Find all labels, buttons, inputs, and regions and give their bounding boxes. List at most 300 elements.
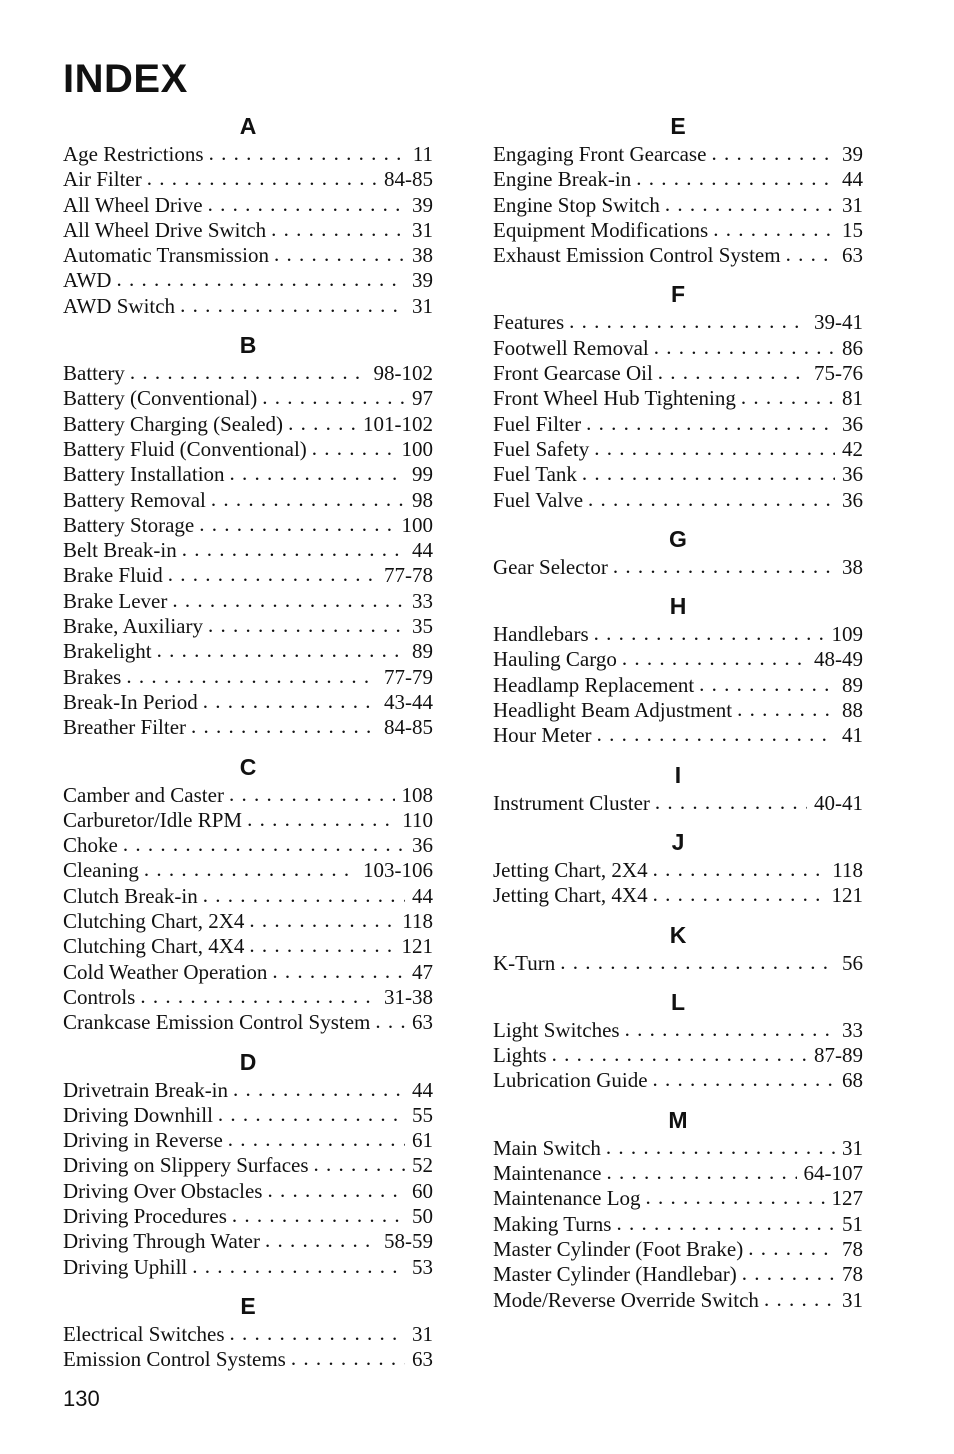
index-entry: [493, 1237, 863, 1262]
section-letter: M: [668, 1106, 688, 1133]
entry-term: Battery Charging (Sealed): [63, 411, 284, 436]
entry-term: Automatic Transmission: [63, 243, 269, 268]
entry-page: 31: [412, 293, 433, 318]
index-section: [493, 759, 863, 816]
index-entry: [63, 1255, 433, 1280]
dot-leader: [658, 360, 807, 385]
entry-page: 38: [412, 243, 433, 268]
entry-term: Hour Meter: [493, 723, 592, 748]
entry-term: All Wheel Drive: [63, 192, 203, 217]
dot-leader: [209, 141, 406, 166]
dot-leader: [274, 242, 405, 267]
section-letter: J: [671, 828, 685, 855]
entry-page: 87-89: [814, 1043, 863, 1068]
index-entry: [63, 488, 433, 513]
page-number: 130: [63, 1386, 100, 1411]
entry-page: 36: [842, 411, 863, 436]
index-entry: [63, 690, 433, 715]
index-entry: [63, 1010, 433, 1035]
entry-page: 64-107: [803, 1161, 863, 1186]
index-entry: [493, 791, 863, 816]
index-entry: [493, 1262, 863, 1287]
entry-page: 39: [842, 142, 863, 166]
dot-leader: [180, 293, 405, 318]
dot-leader: [625, 1017, 835, 1042]
entry-term: Light Switches: [493, 1017, 620, 1042]
dot-leader: [271, 217, 405, 242]
index-entry: [63, 142, 433, 167]
entry-page: 31: [842, 1135, 863, 1160]
entry-page: 98: [412, 487, 433, 512]
dot-leader: [646, 1185, 825, 1210]
index-entry: [63, 538, 433, 563]
entry-page: 118: [402, 909, 433, 934]
index-entry: [493, 386, 863, 411]
dot-leader: [267, 1178, 405, 1203]
index-entry: [63, 513, 433, 538]
entry-page: 11: [412, 142, 433, 166]
dot-leader: [232, 1203, 405, 1228]
entry-term: Driving on Slippery Surfaces: [63, 1153, 309, 1178]
index-entry: [63, 1103, 433, 1128]
index-entry: [63, 1128, 433, 1153]
entry-term: Engaging Front Gearcase: [493, 142, 707, 166]
entry-page: 103-106: [363, 858, 433, 883]
entry-term: Fuel Valve: [493, 487, 584, 512]
entry-page: 75-76: [814, 361, 863, 386]
index-section: [63, 751, 433, 1036]
entry-term: Clutching Chart, 2X4: [63, 909, 245, 934]
section-letter: L: [670, 988, 686, 1015]
entry-term: Jetting Chart, 2X4: [493, 857, 648, 882]
index-entry: [493, 243, 863, 268]
dot-leader: [157, 638, 405, 663]
index-entry: [493, 698, 863, 723]
dot-leader: [191, 714, 377, 739]
dot-leader: [699, 672, 835, 697]
entry-term: Age Restrictions: [63, 142, 204, 166]
dot-leader: [654, 335, 835, 360]
index-entry: [63, 386, 433, 411]
entry-page: 77-78: [384, 563, 433, 588]
index-section: [493, 826, 863, 909]
entry-page: 31: [842, 192, 863, 217]
entry-page: 44: [842, 167, 863, 192]
section-letter: B: [239, 332, 257, 359]
dot-leader: [742, 1261, 835, 1286]
index-entry: [493, 167, 863, 192]
dot-leader: [262, 385, 405, 410]
entry-page: 86: [842, 335, 863, 360]
index-column-right: [493, 110, 863, 1313]
entry-page: 118: [832, 857, 863, 882]
dot-leader: [116, 267, 405, 292]
index-entry: [63, 1179, 433, 1204]
entry-term: Belt Break-in: [63, 538, 177, 563]
index-entry: [493, 142, 863, 167]
index-entry: [63, 614, 433, 639]
index-entry: [63, 412, 433, 437]
entry-page: 36: [842, 462, 863, 487]
index-entry: [493, 622, 863, 647]
dot-leader: [147, 166, 377, 191]
index-entry: [63, 1078, 433, 1103]
dot-leader: [272, 959, 405, 984]
entry-term: AWD: [63, 268, 112, 293]
entry-page: 89: [412, 639, 433, 664]
entry-term: Headlamp Replacement: [493, 672, 695, 697]
section-letter: E: [240, 1292, 256, 1319]
entry-page: 127: [831, 1186, 863, 1211]
entry-term: Battery Installation: [63, 462, 225, 487]
entry-page: 109: [831, 622, 863, 647]
entry-term: Maintenance: [493, 1161, 602, 1186]
dot-leader: [265, 1228, 377, 1253]
dot-leader: [569, 309, 807, 334]
entry-term: Lights: [493, 1043, 547, 1068]
entry-term: Electrical Switches: [63, 1321, 225, 1346]
entry-page: 33: [412, 588, 433, 613]
entry-term: Lubrication Guide: [493, 1068, 648, 1093]
dot-leader: [713, 217, 835, 242]
entry-page: 44: [412, 1077, 433, 1102]
entry-page: 33: [842, 1017, 863, 1042]
index-entry: [63, 1347, 433, 1372]
entry-page: 31: [412, 1321, 433, 1346]
index-section: [63, 1046, 433, 1280]
entry-page: 97: [412, 386, 433, 411]
entry-page: 108: [401, 782, 433, 807]
entry-page: 51: [842, 1211, 863, 1236]
entry-page: 35: [412, 614, 433, 639]
index-entry: [63, 563, 433, 588]
entry-page: 81: [842, 386, 863, 411]
section-letter: F: [670, 281, 686, 308]
dot-leader: [208, 192, 405, 217]
entry-page: 101-102: [363, 411, 433, 436]
entry-page: 58-59: [384, 1229, 433, 1254]
dot-leader: [140, 984, 377, 1009]
entry-term: Front Wheel Hub Tightening: [493, 386, 736, 411]
entry-term: Brake Lever: [63, 588, 168, 613]
entry-page: 31-38: [384, 984, 433, 1009]
index-section: [493, 523, 863, 580]
index-entry: [63, 589, 433, 614]
entry-term: Camber and Caster: [63, 782, 224, 807]
index-section: [63, 329, 433, 740]
dot-leader: [230, 1321, 405, 1346]
entry-page: 31: [412, 217, 433, 242]
entry-term: Controls: [63, 984, 136, 1009]
entry-term: Driving Over Obstacles: [63, 1178, 263, 1203]
entry-page: 56: [842, 950, 863, 975]
dot-leader: [711, 141, 835, 166]
dot-leader: [636, 166, 835, 191]
index-entry: [493, 310, 863, 335]
index-entry: [493, 1043, 863, 1068]
entry-page: 39: [412, 192, 433, 217]
index-entry: [493, 1136, 863, 1161]
entry-page: 44: [412, 538, 433, 563]
dot-leader: [588, 487, 835, 512]
entry-page: 38: [842, 554, 863, 579]
dot-leader: [786, 242, 835, 267]
dot-leader: [606, 1135, 835, 1160]
entry-page: 84-85: [384, 167, 433, 192]
entry-term: Battery: [63, 361, 125, 386]
entry-term: Choke: [63, 833, 118, 858]
entry-page: 121: [401, 934, 433, 959]
dot-leader: [665, 192, 835, 217]
dot-leader: [741, 385, 835, 410]
index-entry: [63, 167, 433, 192]
entry-term: Crankcase Emission Control System: [63, 1010, 371, 1035]
index-entry: [63, 884, 433, 909]
entry-term: Battery (Conventional): [63, 386, 258, 411]
dot-leader: [208, 613, 405, 638]
entry-page: 98-102: [373, 361, 433, 386]
dot-leader: [203, 883, 405, 908]
entry-term: Instrument Cluster: [493, 790, 650, 815]
index-section: [63, 1290, 433, 1373]
entry-page: 41: [842, 723, 863, 748]
entry-page: 47: [412, 959, 433, 984]
entry-page: 77-79: [384, 664, 433, 689]
entry-term: Drivetrain Break-in: [63, 1077, 229, 1102]
index-entry: [493, 193, 863, 218]
index-entry: [63, 783, 433, 808]
index-entry: [63, 437, 433, 462]
dot-leader: [218, 1102, 405, 1127]
entry-page: 61: [412, 1128, 433, 1153]
dot-leader: [230, 461, 405, 486]
index-entry: [493, 1161, 863, 1186]
dot-leader: [606, 1160, 796, 1185]
entry-term: Making Turns: [493, 1211, 612, 1236]
index-entry: [493, 336, 863, 361]
entry-term: Driving Uphill: [63, 1254, 188, 1279]
index-section: [493, 590, 863, 748]
dot-leader: [247, 807, 395, 832]
entry-page: 36: [412, 833, 433, 858]
index-entry: [63, 960, 433, 985]
entry-term: Brakes: [63, 664, 122, 689]
section-letter: E: [670, 113, 686, 139]
index-entry: [493, 488, 863, 513]
index-entry: [63, 268, 433, 293]
index-section: [493, 986, 863, 1094]
entry-term: Fuel Safety: [493, 436, 590, 461]
entry-term: Carburetor/Idle RPM: [63, 807, 243, 832]
entry-page: 48-49: [814, 647, 863, 672]
entry-term: Driving Through Water: [63, 1229, 260, 1254]
entry-page: 100: [401, 436, 433, 461]
index-entry: [493, 462, 863, 487]
entry-term: Master Cylinder (Foot Brake): [493, 1236, 744, 1261]
entry-term: Equipment Modifications: [493, 217, 709, 242]
dot-leader: [249, 933, 394, 958]
index-section: [493, 919, 863, 976]
dot-leader: [123, 832, 405, 857]
page-title: INDEX: [63, 57, 188, 101]
dot-leader: [144, 857, 356, 882]
dot-leader: [192, 1254, 405, 1279]
index-entry: [63, 808, 433, 833]
index-entry: [63, 715, 433, 740]
index-entry: [63, 361, 433, 386]
entry-page: 44: [412, 883, 433, 908]
index-section: [493, 110, 863, 268]
entry-page: 36: [842, 487, 863, 512]
dot-leader: [655, 790, 807, 815]
index-entry: [493, 1186, 863, 1211]
index-entry: [63, 909, 433, 934]
dot-leader: [375, 1009, 405, 1034]
entry-page: 99: [412, 462, 433, 487]
entry-page: 88: [842, 698, 863, 723]
index-entry: [63, 1153, 433, 1178]
entry-term: All Wheel Drive Switch: [63, 217, 267, 242]
entry-term: Battery Storage: [63, 512, 195, 537]
dot-leader: [582, 461, 835, 486]
dot-leader: [172, 588, 405, 613]
entry-term: Clutch Break-in: [63, 883, 198, 908]
entry-page: 89: [842, 672, 863, 697]
entry-term: Brake Fluid: [63, 563, 163, 588]
entry-page: 63: [412, 1010, 433, 1035]
index-entry: [493, 1288, 863, 1313]
dot-leader: [228, 1127, 405, 1152]
entry-term: Jetting Chart, 4X4: [493, 883, 648, 908]
index-entry: [493, 1212, 863, 1237]
dot-leader: [211, 487, 405, 512]
dot-leader: [182, 537, 405, 562]
index-entry: [63, 833, 433, 858]
index-section: [493, 1104, 863, 1313]
entry-term: Driving Downhill: [63, 1102, 213, 1127]
entry-page: 31: [842, 1287, 863, 1312]
entry-page: 50: [412, 1203, 433, 1228]
dot-leader: [594, 621, 825, 646]
index-entry: [493, 218, 863, 243]
dot-leader: [233, 1077, 405, 1102]
entry-term: Footwell Removal: [493, 335, 649, 360]
index-entry: [493, 647, 863, 672]
entry-term: Brake, Auxiliary: [63, 614, 203, 639]
dot-leader: [616, 1211, 835, 1236]
entry-term: Engine Stop Switch: [493, 192, 660, 217]
entry-term: Emission Control Systems: [63, 1347, 286, 1372]
section-letter: H: [669, 593, 687, 620]
section-letter: C: [239, 753, 257, 780]
entry-term: Clutching Chart, 4X4: [63, 934, 245, 959]
index-entry: [493, 361, 863, 386]
index-entry: [63, 1322, 433, 1347]
index-entry: [493, 412, 863, 437]
dot-leader: [653, 857, 826, 882]
dot-leader: [203, 689, 377, 714]
dot-leader: [130, 360, 367, 385]
dot-leader: [314, 1152, 405, 1177]
index-entry: [63, 934, 433, 959]
index-entry: [493, 673, 863, 698]
entry-page: 55: [412, 1102, 433, 1127]
entry-term: Mode/Reverse Override Switch: [493, 1287, 759, 1312]
dot-leader: [586, 411, 835, 436]
entry-page: 68: [842, 1068, 863, 1093]
index-entry: [63, 1204, 433, 1229]
entry-term: Hauling Cargo: [493, 647, 617, 672]
entry-page: 40-41: [814, 790, 863, 815]
dot-leader: [312, 436, 395, 461]
entry-term: Front Gearcase Oil: [493, 361, 653, 386]
entry-page: 63: [842, 243, 863, 268]
entry-page: 63: [412, 1347, 433, 1372]
index-entry: [493, 555, 863, 580]
entry-term: Brakelight: [63, 639, 152, 664]
index-entry: [63, 1229, 433, 1254]
dot-leader: [748, 1236, 835, 1261]
entry-page: 39: [412, 268, 433, 293]
entry-term: Engine Break-in: [493, 167, 632, 192]
section-letter: K: [669, 921, 687, 948]
entry-term: Fuel Tank: [493, 462, 577, 487]
entry-term: Maintenance Log: [493, 1186, 641, 1211]
entry-term: Driving in Reverse: [63, 1128, 223, 1153]
entry-term: Gear Selector: [493, 554, 608, 579]
entry-page: 15: [842, 217, 863, 242]
index-entry: [63, 193, 433, 218]
dot-leader: [737, 697, 835, 722]
entry-term: K-Turn: [493, 950, 556, 975]
entry-page: 43-44: [384, 689, 433, 714]
index-entry: [63, 665, 433, 690]
dot-leader: [288, 411, 356, 436]
dot-leader: [249, 908, 395, 933]
entry-term: Air Filter: [63, 167, 142, 192]
entry-page: 53: [412, 1254, 433, 1279]
entry-term: Headlight Beam Adjustment: [493, 698, 733, 723]
index-entry: [63, 218, 433, 243]
entry-term: Handlebars: [493, 622, 589, 647]
entry-page: 39-41: [814, 310, 863, 335]
index-entry: [63, 639, 433, 664]
index-entry: [493, 858, 863, 883]
entry-term: Cleaning: [63, 858, 139, 883]
index-section: [493, 278, 863, 512]
entry-term: Main Switch: [493, 1135, 601, 1160]
section-letter: G: [669, 525, 687, 552]
entry-page: 110: [402, 807, 433, 832]
entry-page: 60: [412, 1178, 433, 1203]
entry-page: 84-85: [384, 715, 433, 740]
index-entry: [63, 462, 433, 487]
entry-page: 78: [842, 1236, 863, 1261]
dot-leader: [168, 562, 377, 587]
entry-page: 52: [412, 1153, 433, 1178]
dot-leader: [653, 1067, 835, 1092]
entry-term: Features: [493, 310, 565, 335]
dot-leader: [597, 722, 835, 747]
dot-leader: [229, 782, 395, 807]
index-entry: [63, 243, 433, 268]
index-column-left: [63, 110, 433, 1372]
index-section: [63, 110, 433, 319]
dot-leader: [594, 436, 835, 461]
index-entry: [63, 985, 433, 1010]
dot-leader: [199, 512, 394, 537]
dot-leader: [126, 664, 377, 689]
